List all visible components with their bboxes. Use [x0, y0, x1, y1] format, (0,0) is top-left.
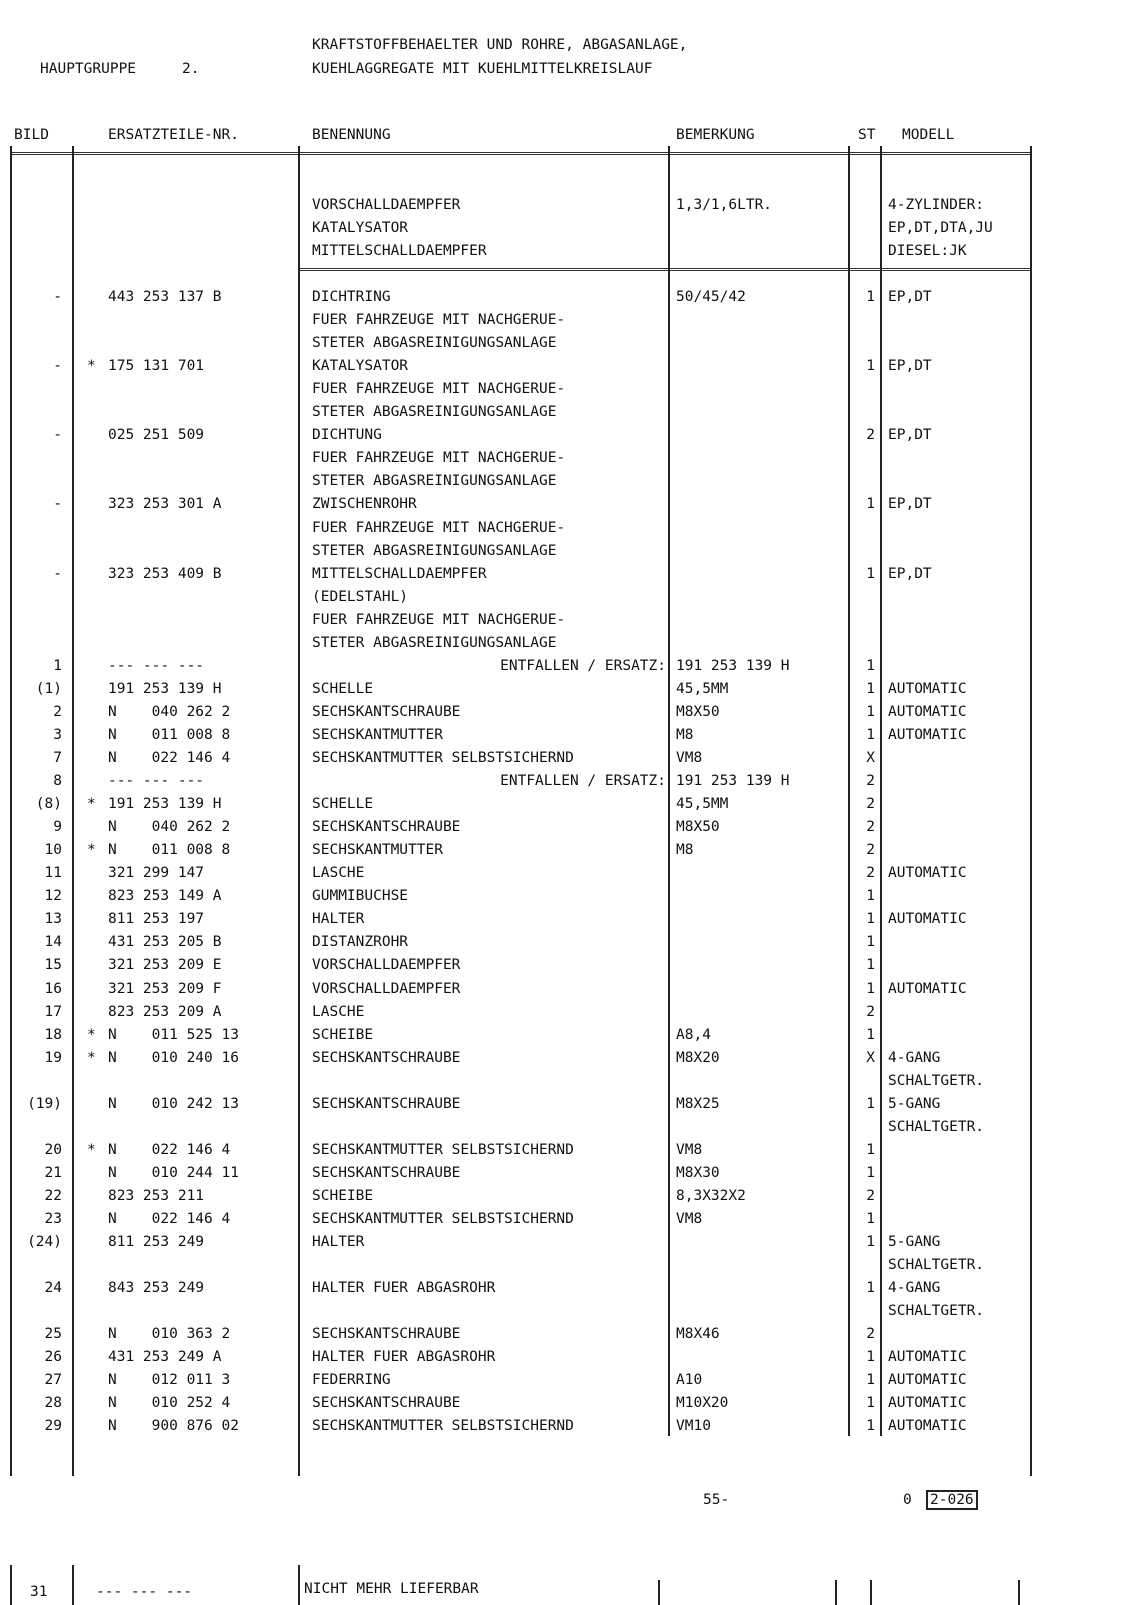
page-title-line2: KUEHLAGGREGATE MIT KUEHLMITTELKREISLAUF: [312, 61, 653, 77]
table-row: [0, 1418, 1100, 1441]
benennung-cell: SECHSKANTSCHRAUBE: [312, 819, 461, 836]
benennung-cell: ENTFALLEN / ERSATZ:: [500, 773, 666, 790]
modell-cell: AUTOMATIC: [888, 1372, 967, 1389]
modell-cell: SCHALTGETR.: [888, 1072, 985, 1089]
benennung-cell: SCHELLE: [312, 680, 374, 697]
bemerkung-cell: 50/45/42: [676, 289, 746, 305]
benennung-cell: STETER ABGASREINIGUNGSANLAGE: [312, 634, 557, 651]
benennung-cell: LASCHE: [312, 1003, 365, 1020]
benennung-cell: VORSCHALLDAEMPFER: [312, 980, 461, 997]
part-number-cell: N 011 008 8: [108, 842, 231, 859]
col-line: [1018, 1580, 1020, 1605]
bild-cell: 3: [53, 726, 62, 743]
st-cell: 1: [866, 680, 875, 697]
part-number-cell: N 022 146 4: [108, 750, 231, 766]
st-cell: 2: [866, 1187, 875, 1204]
bild-cell: 8: [53, 773, 62, 790]
section-model: DIESEL:JK: [888, 243, 967, 259]
table-row: [0, 1211, 1100, 1234]
bild-cell: -: [53, 565, 62, 582]
part-number-cell: 431 253 249 A: [108, 1349, 222, 1366]
table-row: [0, 681, 1100, 704]
bemerkung-cell: M8X30: [676, 1164, 720, 1181]
table-row: [0, 566, 1100, 589]
benennung-cell: VORSCHALLDAEMPFER: [312, 957, 461, 974]
table-row: [0, 1395, 1100, 1418]
star-marker: *: [87, 1026, 96, 1043]
st-cell: 1: [866, 1141, 875, 1158]
bild-cell: 10: [44, 842, 62, 859]
part-number-cell: --- --- ---: [108, 657, 205, 674]
st-cell: 1: [866, 496, 875, 513]
st-cell: 2: [866, 1326, 875, 1343]
benennung-cell: SECHSKANTMUTTER SELBSTSICHERND: [312, 1211, 574, 1227]
modell-cell: EP,DT: [888, 289, 932, 305]
star-marker: *: [87, 1049, 96, 1066]
header-rule: [10, 152, 1032, 155]
table-row: [0, 1326, 1100, 1349]
st-cell: 1: [866, 565, 875, 582]
part-number-cell: 823 253 209 A: [108, 1003, 222, 1020]
bemerkung-cell: VM8: [676, 1211, 703, 1227]
modell-cell: AUTOMATIC: [888, 980, 967, 997]
st-cell: 1: [866, 911, 875, 928]
part-number-cell: 443 253 137 B: [108, 289, 222, 305]
table-row: [0, 1119, 1100, 1142]
st-cell: 1: [866, 1026, 875, 1043]
benennung-cell: SECHSKANTSCHRAUBE: [312, 703, 461, 720]
section-model: EP,DT,DTA,JU: [888, 220, 993, 236]
st-cell: 1: [866, 657, 875, 674]
modell-cell: AUTOMATIC: [888, 1418, 967, 1435]
modell-cell: EP,DT: [888, 427, 932, 444]
bemerkung-cell: VM10: [676, 1418, 711, 1435]
benennung-cell: STETER ABGASREINIGUNGSANLAGE: [312, 335, 557, 352]
table-row: [0, 381, 1100, 404]
col-line: [658, 1580, 660, 1605]
benennung-cell: STETER ABGASREINIGUNGSANLAGE: [312, 473, 557, 490]
part-number-cell: N 010 240 16: [108, 1049, 239, 1066]
modell-cell: AUTOMATIC: [888, 1349, 967, 1366]
part-number-cell: 191 253 139 H: [108, 680, 222, 697]
bild-cell: (19): [27, 1095, 62, 1112]
page-code: 2-026: [926, 1490, 978, 1510]
benennung-cell: STETER ABGASREINIGUNGSANLAGE: [312, 404, 557, 421]
bild-cell: 29: [44, 1418, 62, 1435]
bild-cell: 12: [44, 888, 62, 905]
section-model: 4-ZYLINDER:: [888, 197, 985, 213]
benennung-cell: SECHSKANTSCHRAUBE: [312, 1049, 461, 1066]
table-row: [0, 496, 1100, 519]
modell-cell: AUTOMATIC: [888, 1395, 967, 1412]
modell-cell: SCHALTGETR.: [888, 1118, 985, 1135]
table-row: [0, 911, 1100, 934]
modell-cell: AUTOMATIC: [888, 703, 967, 720]
st-cell: 1: [866, 1280, 875, 1297]
benennung-cell: SECHSKANTSCHRAUBE: [312, 1164, 461, 1181]
table-row: [0, 1096, 1100, 1119]
benennung-cell: DICHTRING: [312, 289, 391, 305]
bemerkung-cell: A10: [676, 1372, 703, 1389]
modell-cell: AUTOMATIC: [888, 911, 967, 928]
benennung-cell: FUER FAHRZEUGE MIT NACHGERUE-: [312, 381, 566, 398]
modell-cell: EP,DT: [888, 358, 932, 375]
benennung-cell: SECHSKANTMUTTER SELBSTSICHERND: [312, 1418, 574, 1435]
table-row: [0, 635, 1100, 658]
part-number-cell: --- --- ---: [108, 773, 205, 790]
part-number-cell: 321 253 209 E: [108, 957, 222, 974]
col-header-st: ST: [858, 127, 876, 143]
bild-cell: 25: [44, 1326, 62, 1343]
bemerkung-cell: M8: [676, 726, 694, 743]
table-row: [0, 1280, 1100, 1303]
st-cell: 1: [866, 703, 875, 720]
page-number: 55-: [703, 1492, 730, 1508]
benennung-cell: SCHELLE: [312, 796, 374, 813]
bild-cell: 23: [44, 1211, 62, 1227]
bild-cell: 15: [44, 957, 62, 974]
bild-cell: 1: [53, 657, 62, 674]
bild-cell: (24): [27, 1234, 62, 1251]
part-number-cell: N 022 146 4: [108, 1211, 231, 1227]
page-title-line1: KRAFTSTOFFBEHAELTER UND ROHRE, ABGASANLAGE,: [312, 37, 688, 53]
table-row: [0, 1050, 1100, 1073]
table-row: [0, 312, 1100, 335]
table-row: [0, 957, 1100, 980]
part-number-cell: 811 253 197: [108, 911, 205, 928]
table-row: [0, 796, 1100, 819]
st-cell: 1: [866, 1164, 875, 1181]
col-header-bemerkung: BEMERKUNG: [676, 127, 755, 143]
table-row: [0, 1142, 1100, 1165]
bemerkung-cell: VM8: [676, 1141, 703, 1158]
bild-cell: 14: [44, 934, 62, 951]
bemerkung-cell: M10X20: [676, 1395, 729, 1412]
st-cell: 1: [866, 358, 875, 375]
st-cell: 2: [866, 1003, 875, 1020]
bemerkung-cell: M8X25: [676, 1095, 720, 1112]
part-number-cell: 431 253 205 B: [108, 934, 222, 951]
bild-cell: 7: [53, 750, 62, 766]
bild-cell: -: [53, 427, 62, 444]
table-row: [0, 658, 1100, 681]
st-cell: 2: [866, 842, 875, 859]
table-row: [0, 842, 1100, 865]
part-number-cell: 175 131 701: [108, 358, 205, 375]
benennung-cell: GUMMIBUCHSE: [312, 888, 409, 905]
benennung-cell: ZWISCHENROHR: [312, 496, 417, 513]
table-row: [0, 1257, 1100, 1280]
bemerkung-cell: VM8: [676, 750, 703, 766]
bild-cell: -: [53, 496, 62, 513]
col-line: [835, 1580, 837, 1605]
benennung-cell: FUER FAHRZEUGE MIT NACHGERUE-: [312, 450, 566, 467]
bild-cell: 18: [44, 1026, 62, 1043]
benennung-cell: SCHEIBE: [312, 1187, 374, 1204]
next-row-bild: 31: [30, 1584, 48, 1600]
benennung-cell: SCHEIBE: [312, 1026, 374, 1043]
group-number: 2.: [182, 61, 200, 77]
bild-cell: 20: [44, 1141, 62, 1158]
st-cell: 1: [866, 1395, 875, 1412]
part-number-cell: N 010 363 2: [108, 1326, 231, 1343]
st-cell: 1: [866, 1211, 875, 1227]
benennung-cell: SECHSKANTMUTTER: [312, 842, 443, 859]
table-row: [0, 612, 1100, 635]
table-row: [0, 727, 1100, 750]
benennung-cell: HALTER FUER ABGASROHR: [312, 1349, 496, 1366]
bild-cell: 13: [44, 911, 62, 928]
st-cell: 2: [866, 865, 875, 882]
part-number-cell: 823 253 211: [108, 1187, 205, 1204]
part-number-cell: 025 251 509: [108, 427, 205, 444]
benennung-cell: SECHSKANTMUTTER SELBSTSICHERND: [312, 750, 574, 766]
table-row: [0, 543, 1100, 566]
modell-cell: SCHALTGETR.: [888, 1303, 985, 1320]
bild-cell: 22: [44, 1187, 62, 1204]
bemerkung-cell: 8,3X32X2: [676, 1187, 746, 1204]
part-number-cell: N 040 262 2: [108, 703, 231, 720]
st-cell: 1: [866, 888, 875, 905]
part-number-cell: 323 253 301 A: [108, 496, 222, 513]
table-row: [0, 1188, 1100, 1211]
bild-cell: -: [53, 358, 62, 375]
table-row: [0, 1165, 1100, 1188]
bild-cell: 16: [44, 980, 62, 997]
bemerkung-cell: 45,5MM: [676, 680, 729, 697]
table-row: [0, 934, 1100, 957]
part-number-cell: N 011 525 13: [108, 1026, 239, 1043]
modell-cell: AUTOMATIC: [888, 726, 967, 743]
section-remark: 1,3/1,6LTR.: [676, 197, 773, 213]
star-marker: *: [87, 1141, 96, 1158]
bemerkung-cell: 191 253 139 H: [676, 657, 790, 674]
bemerkung-cell: A8,4: [676, 1026, 711, 1043]
section-title: MITTELSCHALLDAEMPFER: [312, 243, 487, 259]
bemerkung-cell: M8X20: [676, 1049, 720, 1066]
st-cell: 1: [866, 1234, 875, 1251]
col-line: [870, 1580, 872, 1605]
benennung-cell: HALTER FUER ABGASROHR: [312, 1280, 496, 1297]
benennung-cell: FUER FAHRZEUGE MIT NACHGERUE-: [312, 611, 566, 628]
benennung-cell: (EDELSTAHL): [312, 588, 409, 605]
table-row: [0, 358, 1100, 381]
modell-cell: EP,DT: [888, 565, 932, 582]
bild-cell: 17: [44, 1003, 62, 1020]
st-cell: 1: [866, 1095, 875, 1112]
bemerkung-cell: M8X50: [676, 819, 720, 836]
modell-cell: EP,DT: [888, 496, 932, 513]
table-row: [0, 450, 1100, 473]
col-header-modell: MODELL: [902, 127, 955, 143]
st-cell: 1: [866, 1418, 875, 1435]
st-cell: 1: [866, 957, 875, 974]
group-label: HAUPTGRUPPE: [40, 61, 137, 77]
st-cell: 1: [866, 1349, 875, 1366]
modell-cell: 4-GANG: [888, 1049, 941, 1066]
part-number-cell: N 011 008 8: [108, 726, 231, 743]
benennung-cell: MITTELSCHALLDAEMPFER: [312, 565, 487, 582]
table-row: [0, 335, 1100, 358]
bemerkung-cell: M8X46: [676, 1326, 720, 1343]
table-row: [0, 819, 1100, 842]
st-cell: X: [866, 1049, 875, 1066]
table-row: [0, 704, 1100, 727]
table-row: [0, 981, 1100, 1004]
bild-cell: 9: [53, 819, 62, 836]
part-number-cell: N 010 242 13: [108, 1095, 239, 1112]
benennung-cell: SECHSKANTSCHRAUBE: [312, 1395, 461, 1412]
table-row: [0, 289, 1100, 312]
table-row: [0, 1372, 1100, 1395]
st-cell: 2: [866, 796, 875, 813]
table-row: [0, 404, 1100, 427]
section-title: VORSCHALLDAEMPFER: [312, 197, 461, 213]
star-marker: *: [87, 796, 96, 813]
benennung-cell: DICHTUNG: [312, 427, 382, 444]
st-cell: 1: [866, 289, 875, 305]
bild-cell: (8): [35, 796, 62, 813]
star-marker: *: [87, 842, 96, 859]
table-row: [0, 1004, 1100, 1027]
benennung-cell: HALTER: [312, 911, 365, 928]
part-number-cell: 843 253 249: [108, 1280, 205, 1297]
table-row: [0, 865, 1100, 888]
benennung-cell: SECHSKANTMUTTER SELBSTSICHERND: [312, 1141, 574, 1158]
benennung-cell: KATALYSATOR: [312, 358, 409, 375]
bemerkung-cell: M8X50: [676, 703, 720, 720]
benennung-cell: FUER FAHRZEUGE MIT NACHGERUE-: [312, 312, 566, 329]
st-cell: 2: [866, 819, 875, 836]
table-row: [0, 1303, 1100, 1326]
st-cell: 2: [866, 773, 875, 790]
table-row: [0, 888, 1100, 911]
col-line: [298, 1565, 300, 1605]
star-marker: *: [87, 358, 96, 375]
part-number-cell: N 900 876 02: [108, 1418, 239, 1435]
bild-cell: (1): [35, 680, 62, 697]
table-row: [0, 1027, 1100, 1050]
benennung-cell: HALTER: [312, 1234, 365, 1251]
st-cell: 1: [866, 980, 875, 997]
modell-cell: AUTOMATIC: [888, 865, 967, 882]
table-row: [0, 473, 1100, 496]
col-line: [10, 1565, 12, 1605]
modell-cell: 5-GANG: [888, 1095, 941, 1112]
col-header-bild: BILD: [14, 127, 49, 143]
col-line: [72, 1565, 74, 1605]
next-row-nr: --- --- ---: [96, 1584, 193, 1600]
modell-cell: 5-GANG: [888, 1234, 941, 1251]
part-number-cell: N 010 244 11: [108, 1164, 239, 1181]
table-row: [0, 589, 1100, 612]
next-row-benennung: NICHT MEHR LIEFERBAR: [304, 1581, 479, 1597]
modell-cell: 4-GANG: [888, 1280, 941, 1297]
part-number-cell: N 010 252 4: [108, 1395, 231, 1412]
bild-cell: 28: [44, 1395, 62, 1412]
st-cell: 2: [866, 427, 875, 444]
col-header-benennung: BENENNUNG: [312, 127, 391, 143]
part-number-cell: N 022 146 4: [108, 1141, 231, 1158]
part-number-cell: N 040 262 2: [108, 819, 231, 836]
modell-cell: SCHALTGETR.: [888, 1257, 985, 1274]
benennung-cell: DISTANZROHR: [312, 934, 409, 951]
part-number-cell: N 012 011 3: [108, 1372, 231, 1389]
section-title: KATALYSATOR: [312, 220, 409, 236]
st-cell: 1: [866, 934, 875, 951]
part-number-cell: 811 253 249: [108, 1234, 205, 1251]
bemerkung-cell: 45,5MM: [676, 796, 729, 813]
benennung-cell: SECHSKANTSCHRAUBE: [312, 1326, 461, 1343]
section-rule: [298, 268, 1032, 271]
part-number-cell: 321 253 209 F: [108, 980, 222, 997]
bild-cell: 26: [44, 1349, 62, 1366]
st-cell: 1: [866, 1372, 875, 1389]
bild-cell: -: [53, 289, 62, 305]
benennung-cell: STETER ABGASREINIGUNGSANLAGE: [312, 542, 557, 559]
bild-cell: 19: [44, 1049, 62, 1066]
benennung-cell: ENTFALLEN / ERSATZ:: [500, 657, 666, 674]
bild-cell: 24: [44, 1280, 62, 1297]
table-row: [0, 773, 1100, 796]
bemerkung-cell: 191 253 139 H: [676, 773, 790, 790]
bild-cell: 2: [53, 703, 62, 720]
table-row: [0, 520, 1100, 543]
col-header-nr: ERSATZTEILE-NR.: [108, 127, 239, 143]
bild-cell: 11: [44, 865, 62, 882]
benennung-cell: SECHSKANTSCHRAUBE: [312, 1095, 461, 1112]
benennung-cell: FUER FAHRZEUGE MIT NACHGERUE-: [312, 519, 566, 536]
part-number-cell: 191 253 139 H: [108, 796, 222, 813]
st-cell: 1: [866, 726, 875, 743]
table-row: [0, 1073, 1100, 1096]
bild-cell: 21: [44, 1164, 62, 1181]
page-code-prefix: 0: [903, 1492, 912, 1508]
benennung-cell: LASCHE: [312, 865, 365, 882]
table-row: [0, 750, 1100, 773]
part-number-cell: 823 253 149 A: [108, 888, 222, 905]
benennung-cell: SECHSKANTMUTTER: [312, 726, 443, 743]
part-number-cell: 321 299 147: [108, 865, 205, 882]
benennung-cell: FEDERRING: [312, 1372, 391, 1389]
table-row: [0, 427, 1100, 450]
bemerkung-cell: M8: [676, 842, 694, 859]
table-row: [0, 1349, 1100, 1372]
part-number-cell: 323 253 409 B: [108, 565, 222, 582]
st-cell: X: [866, 750, 875, 766]
modell-cell: AUTOMATIC: [888, 680, 967, 697]
bild-cell: 27: [44, 1372, 62, 1389]
table-row: [0, 1234, 1100, 1257]
